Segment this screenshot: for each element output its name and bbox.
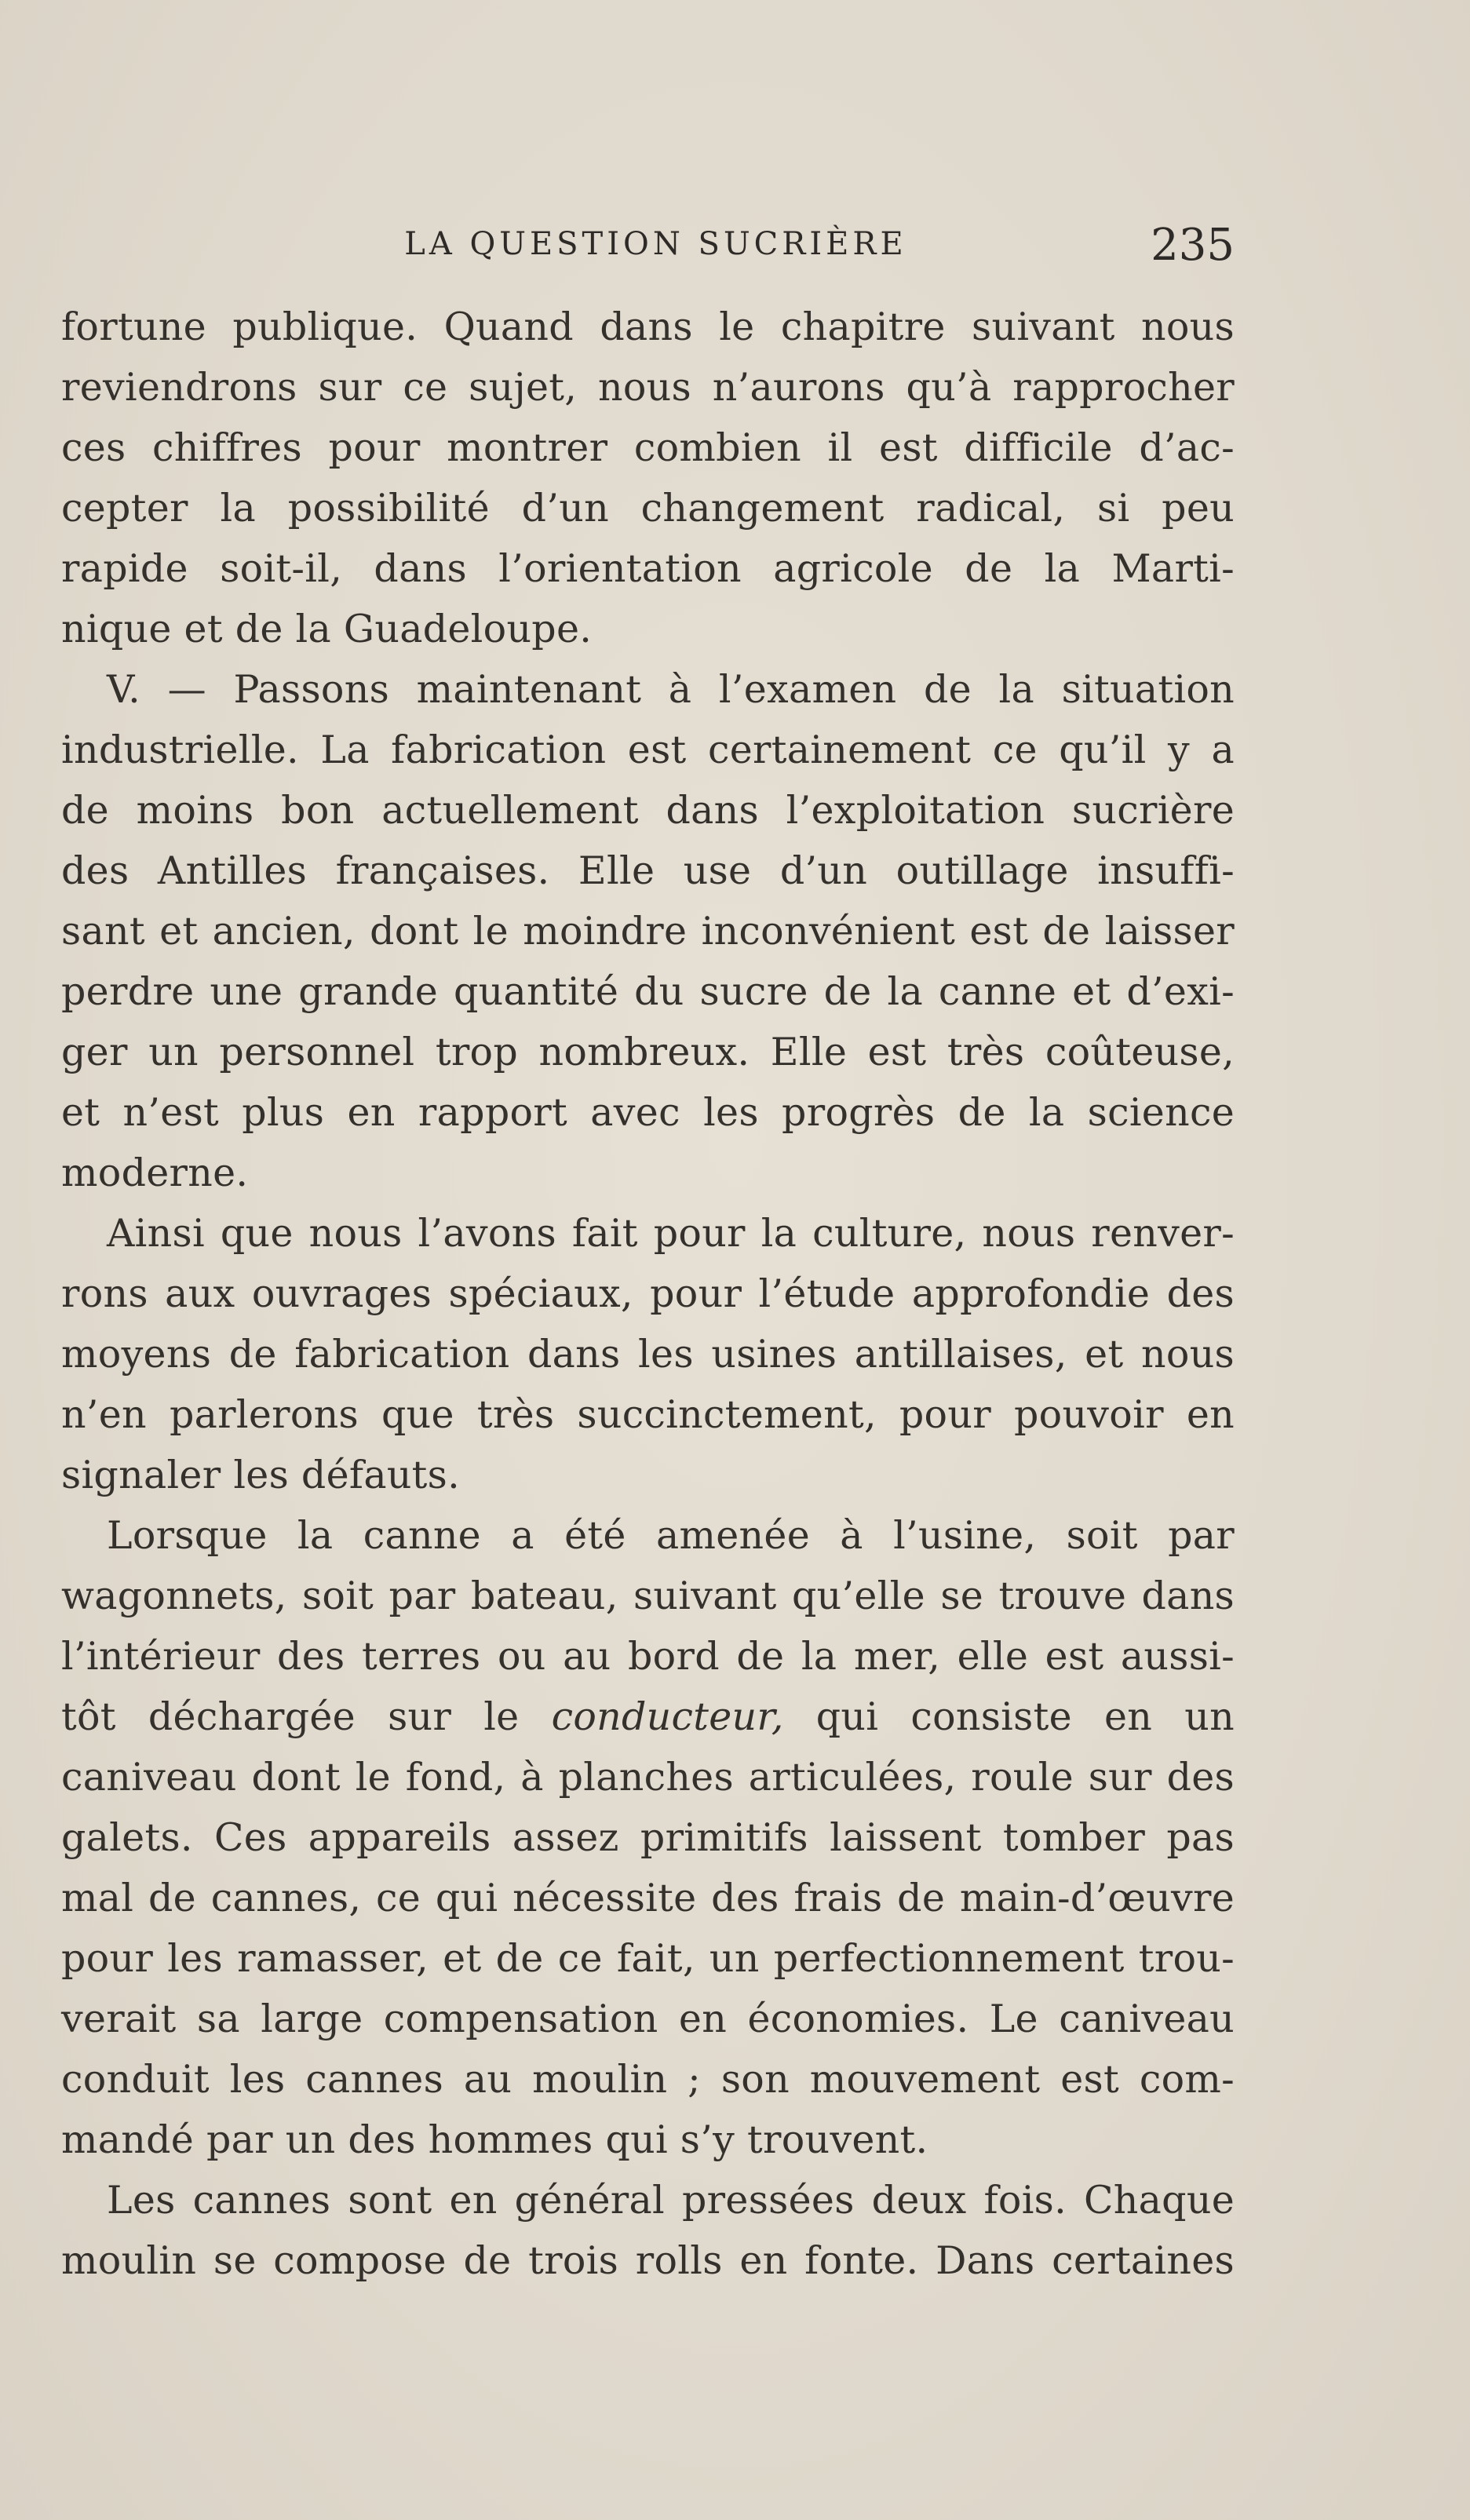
text-line: moulin se compose de trois rolls en fonte. Dans certaines <box>61 2238 1235 2283</box>
text-line-end: qui consiste en un <box>783 1694 1235 1739</box>
page-number: 235 <box>1151 220 1235 271</box>
text-line: conduit les cannes au moulin ; son mouvement est com- <box>61 2057 1235 2102</box>
text-line: nique et de la Guadeloupe. <box>61 607 593 651</box>
text-line: industrielle. La fabrication est certainement ce qu’il y a <box>61 728 1235 772</box>
text-line: rons aux ouvrages spéciaux, pour l’étude approfondie des <box>61 1271 1235 1316</box>
text-line: de moins bon actuellement dans l’exploitation sucrière <box>61 788 1235 833</box>
text-line: Ainsi que nous l’avons fait pour la culture, nous renver- <box>107 1211 1235 1256</box>
text-line: perdre une grande quantité du sucre de la canne et d’exi- <box>61 969 1235 1014</box>
paragraph-3 <box>61 1203 1235 1505</box>
text-line: signaler les défauts. <box>61 1453 460 1497</box>
italic-term: conducteur, <box>551 1694 784 1739</box>
paragraph-5 <box>61 2170 1235 2291</box>
text-line-start: tôt déchargée sur le <box>61 1694 552 1739</box>
text-line: Les cannes sont en général pressées deux fois. Chaque <box>107 2178 1235 2223</box>
text-line: Lorsque la canne a été amenée à l’usine, soit par <box>107 1513 1235 1558</box>
text-line: des Antilles françaises. Elle use d’un outillage insuffi- <box>61 848 1235 893</box>
text-line: ces chiffres pour montrer combien il est difficile d’ac- <box>61 425 1235 470</box>
running-title: LA QUESTION SUCRIÈRE <box>404 226 907 262</box>
text-line: mandé par un des hommes qui s’y trouvent. <box>61 2117 928 2162</box>
text-line: reviendrons sur ce sujet, nous n’aurons qu’à rapprocher <box>61 365 1235 410</box>
text-line-mixed <box>61 1687 1235 1747</box>
text-line: sant et ancien, dont le moindre inconvénient est de laisser <box>61 909 1235 954</box>
text-line: cepter la possibilité d’un changement radical, si peu <box>61 486 1235 531</box>
paragraph-1 <box>61 297 1235 659</box>
paragraph-2 <box>61 659 1235 1203</box>
text-line: moyens de fabrication dans les usines antillaises, et nous <box>61 1332 1235 1377</box>
text-line: ger un personnel trop nombreux. Elle est très coûteuse, <box>61 1030 1235 1074</box>
text-line: n’en parlerons que très succinctement, pour pouvoir en <box>61 1392 1235 1437</box>
page-body <box>61 297 1235 2291</box>
text-line: l’intérieur des terres ou au bord de la mer, elle est aussi- <box>61 1634 1235 1679</box>
text-line: wagonnets, soit par bateau, suivant qu’elle se trouve dans <box>61 1574 1235 1618</box>
text-line: et n’est plus en rapport avec les progrès de la science <box>61 1090 1235 1135</box>
text-line: V. — Passons maintenant à l’examen de la situation <box>107 667 1235 712</box>
paragraph-4 <box>61 1505 1235 2170</box>
text-line: fortune publique. Quand dans le chapitre suivant nous <box>61 305 1235 349</box>
text-line: verait sa large compensation en économies. Le caniveau <box>61 1997 1235 2041</box>
text-line: moderne. <box>61 1151 249 1195</box>
page-header <box>61 220 1235 275</box>
text-line: pour les ramasser, et de ce fait, un perfectionnement trou- <box>61 1936 1235 1981</box>
text-line: galets. Ces appareils assez primitifs laissent tomber pas <box>61 1815 1235 1860</box>
text-line: rapide soit-il, dans l’orientation agricole de la Marti- <box>61 546 1235 591</box>
text-line: caniveau dont le fond, à planches articulées, roule sur des <box>61 1755 1235 1800</box>
text-line: mal de cannes, ce qui nécessite des frais de main-d’œuvre <box>61 1876 1235 1920</box>
